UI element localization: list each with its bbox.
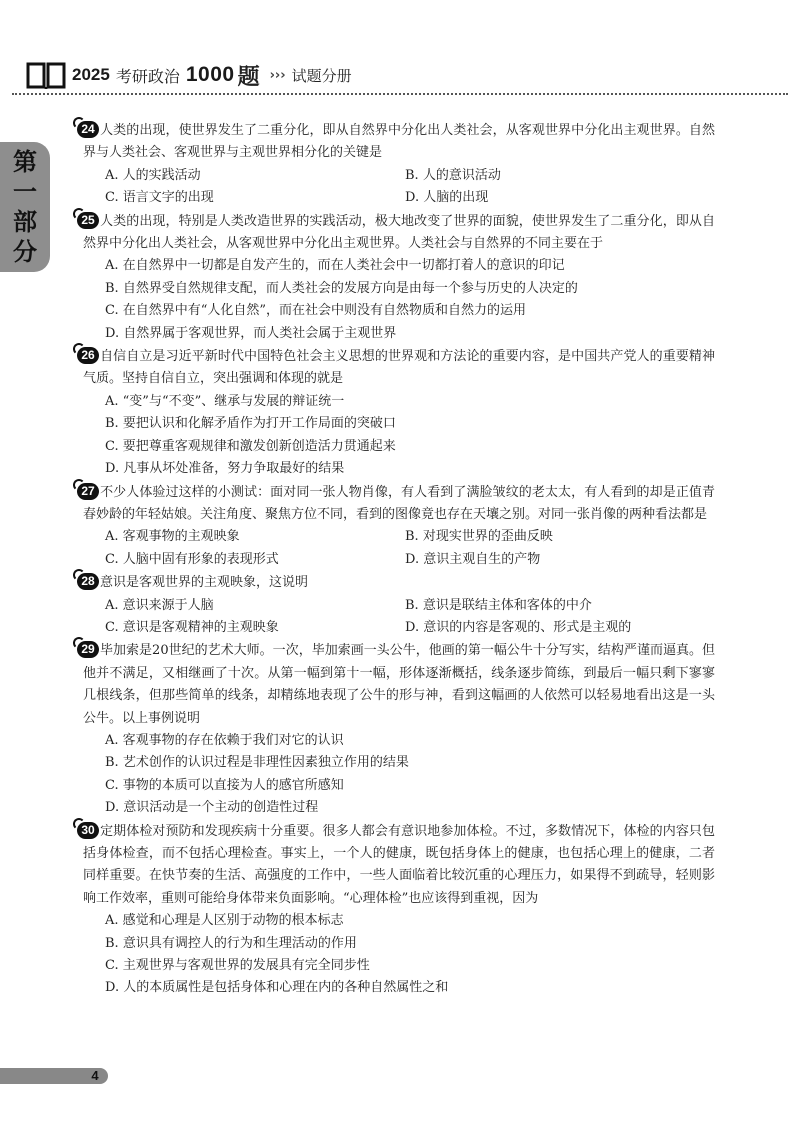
question-stem — [83, 120, 715, 165]
answer-options — [83, 391, 715, 481]
open-book-icon — [26, 60, 66, 90]
question-number-badge: 30 — [77, 822, 99, 839]
answer-options — [83, 165, 715, 210]
answer-option: C. 语言文字的出现 — [105, 190, 214, 206]
answer-option: C. 事物的本质可以直接为人的感官所感知 — [105, 777, 344, 793]
answer-option: A. 在自然界中一切都是自发产生的，而在人类社会中一切都打着人的意识的印记 — [105, 258, 565, 274]
question-stem — [83, 346, 715, 391]
answer-option: D. 人脑的出现 — [405, 190, 489, 206]
answer-option: B. 艺术创作的认识过程是非理性因素独立作用的结果 — [105, 755, 409, 771]
question-block — [83, 572, 715, 639]
question-stem-text: 自信自立是习近平新时代中国特色社会主义思想的世界观和方法论的重要内容，是中国共产党人的重要精神气质。坚持自信自立，突出强调和体现的就是 — [83, 349, 715, 387]
question-stem-text: 不少人体验过这样的小测试：面对同一张人物肖像，有人看到了满脸皱纹的老太太，有人看到的却是正值青春妙龄的年轻姑娘。关注角度、聚焦方位不同，看到的图像竟也存在天壤之别。对同一张肖像的两种看法都是 — [83, 484, 715, 522]
question-block — [83, 821, 715, 1000]
answer-option: D. 意识活动是一个主动的创造性过程 — [105, 800, 319, 816]
answer-option: A. 人的实践活动 — [105, 167, 201, 183]
page-header — [26, 60, 352, 90]
answer-options — [83, 730, 715, 820]
answer-option: B. 对现实世界的歪曲反映 — [405, 529, 553, 545]
question-stem — [83, 821, 715, 911]
question-list — [83, 120, 715, 1001]
answer-option: C. 人脑中固有形象的表现形式 — [105, 551, 279, 567]
question-stem-text: 定期体检对预防和发现疾病十分重要。很多人都会有意识地参加体检。不过，多数情况下，体检的内容只包括身体检查，而不包括心理检查。事实上，一个人的健康，既包括身体上的健康，也包括心理上的健康，二者同样重要。在快节奏的生活、高强度的工作中，一些人面临着比较沉重的心理压力，如果得不到疏导，轻则影响工作效率，重则可能给身体带来负面影响。“心理体检”也应该得到重视，因为 — [83, 823, 715, 906]
header-count: 1000 — [185, 63, 235, 86]
chevrons-icon: ››› — [269, 67, 286, 83]
answer-option: C. 主观世界与客观世界的发展具有完全同步性 — [105, 958, 370, 974]
question-stem — [83, 572, 715, 594]
answer-option: A. 感觉和心理是人区别于动物的根本标志 — [105, 913, 344, 929]
side-tab-char: 一 — [13, 177, 37, 206]
question-stem — [83, 640, 715, 730]
answer-options — [83, 255, 715, 345]
header-ti: 题 — [237, 64, 260, 90]
question-number-badge: 25 — [77, 212, 99, 229]
answer-option: B. 意识是联结主体和客体的中介 — [405, 597, 592, 613]
question-block — [83, 120, 715, 210]
page-number: 4 — [91, 1068, 99, 1083]
question-stem — [83, 482, 715, 527]
answer-option: D. 自然界属于客观世界，而人类社会属于主观世界 — [105, 325, 397, 341]
question-stem-text: 意识是客观世界的主观映象，这说明 — [100, 575, 309, 591]
question-number-badge: 28 — [77, 573, 99, 590]
side-tab-char: 分 — [13, 237, 37, 266]
answer-option: D. 凡事从坏处准备，努力争取最好的结果 — [105, 461, 345, 477]
answer-options — [83, 526, 715, 571]
answer-option: C. 在自然界中有“人化自然”，而在社会中则没有自然物质和自然力的运用 — [105, 303, 527, 319]
question-number-badge: 27 — [77, 483, 99, 500]
answer-options — [83, 595, 715, 640]
question-block — [83, 640, 715, 819]
answer-option: D. 人的本质属性是包括身体和心理在内的各种自然属性之和 — [105, 980, 449, 996]
question-number-badge: 24 — [77, 121, 99, 138]
part-side-tab — [0, 142, 50, 272]
question-stem-text: 人类的出现，特别是人类改造世界的实践活动，极大地改变了世界的面貌，使世界发生了二重分化，即从自然界中分化出人类社会，从客观世界中分化出主观世界。人类社会与自然界的不同主要在于 — [83, 213, 715, 252]
answer-option: B. 意识具有调控人的行为和生理活动的作用 — [105, 935, 357, 951]
question-stem-text: 人类的出现，使世界发生了二重分化，即从自然界中分化出人类社会，从客观世界中分化出主观世界。自然界与人类社会、客观世界与主观世界相分化的关键是 — [83, 123, 715, 161]
side-tab-char: 第 — [13, 147, 37, 176]
answer-option: D. 意识的内容是客观的、形式是主观的 — [405, 619, 632, 635]
question-number-badge: 29 — [77, 641, 99, 658]
side-tab-char: 部 — [13, 207, 37, 236]
question-stem-text: 毕加索是20世纪的艺术大师。一次，毕加索画一头公牛，他画的第一幅公牛十分写实，结构严谨而逼真。但他并不满足，又相继画了十次。从第一幅到第十一幅，形体逐渐概括，线条逐步简练，到最后一幅只剩下寥寥几根线条，但那些简单的线条，却精练地表现了公牛的形与神，看到这幅画的人依然可以轻易地看出这是一头公牛。以上事例说明 — [83, 643, 715, 726]
answer-option: A. 客观事物的存在依赖于我们对它的认识 — [105, 732, 344, 748]
question-block — [83, 346, 715, 480]
answer-option: A. 客观事物的主观映象 — [105, 529, 240, 545]
header-booklet: 试题分册 — [291, 66, 352, 85]
question-block — [83, 482, 715, 572]
answer-option: B. 人的意识活动 — [405, 167, 501, 183]
answer-options — [83, 910, 715, 1000]
question-stem — [83, 211, 715, 256]
header-divider — [12, 93, 788, 95]
question-number-badge: 26 — [77, 347, 99, 364]
answer-option: D. 意识主观自生的产物 — [405, 551, 541, 567]
header-year: 2025 — [72, 65, 110, 84]
header-subject: 考研政治 — [115, 66, 180, 86]
answer-option: C. 意识是客观精神的主观映象 — [105, 619, 279, 635]
answer-option: A. 意识来源于人脑 — [105, 597, 214, 613]
answer-option: B. 要把认识和化解矛盾作为打开工作局面的突破口 — [105, 416, 396, 432]
answer-option: A. “变”与“不变”、继承与发展的辩证统一 — [105, 393, 345, 409]
answer-option: C. 要把尊重客观规律和激发创新创造活力贯通起来 — [105, 438, 396, 454]
question-block — [83, 211, 715, 345]
answer-option: B. 自然界受自然规律支配，而人类社会的发展方向是由每一个参与历史的人决定的 — [105, 280, 578, 296]
